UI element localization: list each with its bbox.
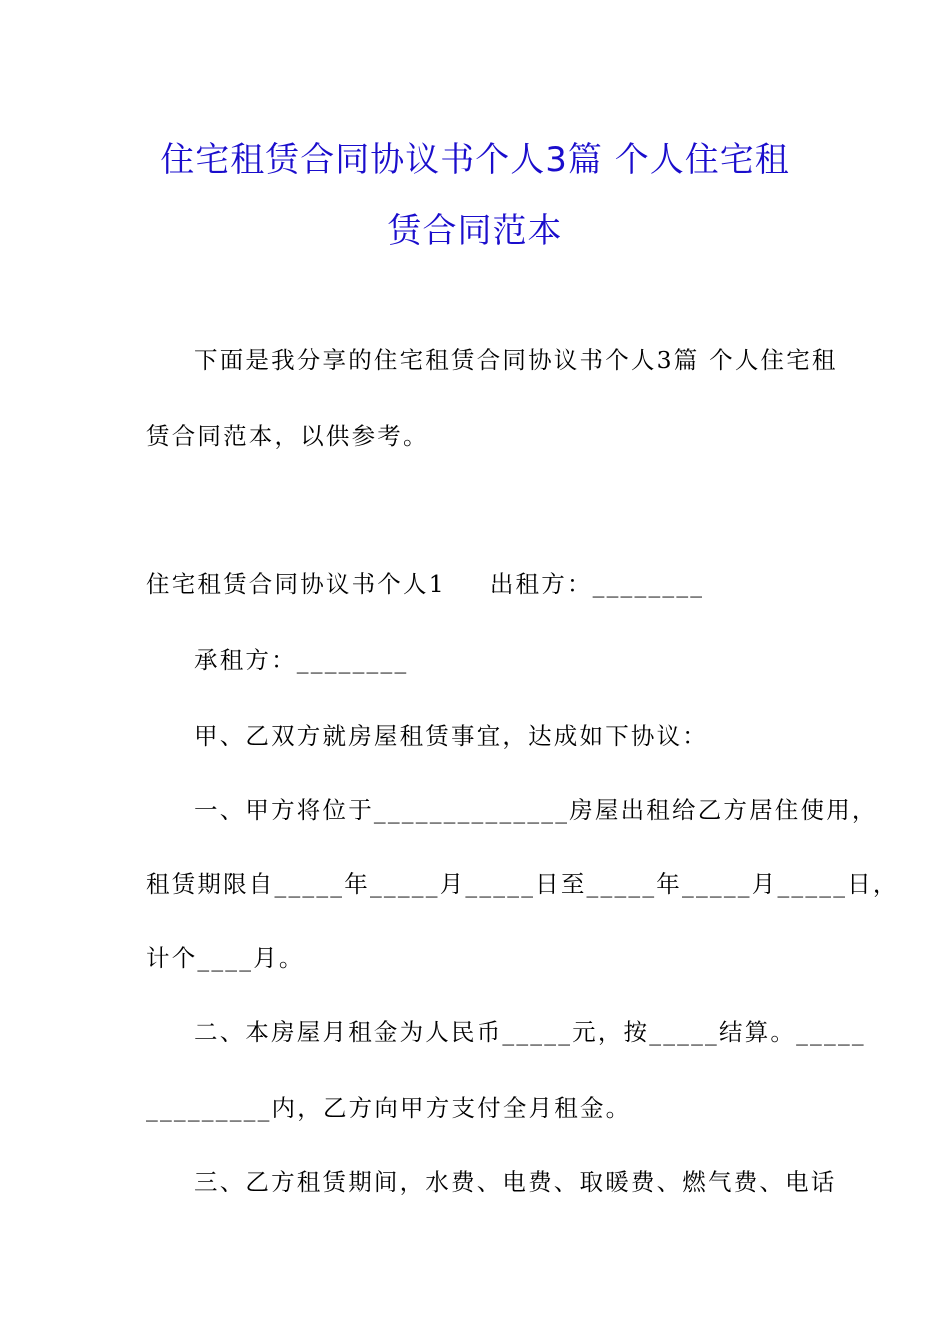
- document-title-line-1: 住宅租赁合同协议书个人3篇 个人住宅租: [160, 140, 790, 180]
- lessor-field: 出租方：________: [489, 570, 705, 598]
- section-heading: 住宅租赁合同协议书个人1: [146, 570, 446, 598]
- lessee-field: 承租方：________: [194, 646, 409, 674]
- section-heading-row: [146, 569, 704, 599]
- clause-1-line-2: 租赁期限自_____年_____月_____日至_____年_____月_____日，: [146, 870, 899, 898]
- intro-line-2: 赁合同范本，以供参考。: [146, 422, 429, 450]
- document-title-line-2: 赁合同范本: [387, 211, 563, 251]
- agreement-statement: 甲、乙双方就房屋租赁事宜，达成如下协议：: [194, 722, 708, 750]
- clause-1-line-1: 一、甲方将位于______________房屋出租给乙方居住使用，: [194, 796, 878, 824]
- clause-2-line-2: _________内，乙方向甲方支付全月租金。: [146, 1094, 632, 1122]
- clause-2-line-1: 二、本房屋月租金为人民币_____元，按_____结算。_____: [194, 1018, 866, 1046]
- intro-line-1: 下面是我分享的住宅租赁合同协议书个人3篇 个人住宅租: [194, 346, 838, 374]
- clause-3-line-1: 三、乙方租赁期间，水费、电费、取暖费、燃气费、电话: [194, 1168, 837, 1196]
- clause-1-line-3: 计个____月。: [146, 944, 305, 972]
